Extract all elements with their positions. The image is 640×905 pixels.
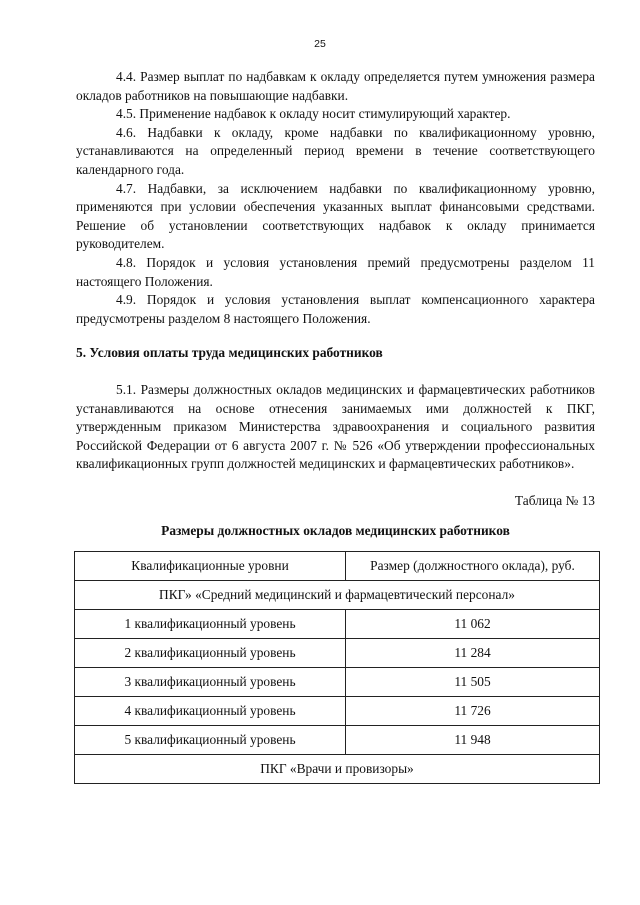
level-cell: 3 квалификационный уровень bbox=[75, 668, 346, 697]
paragraph-4-4: 4.4. Размер выплат по надбавкам к окладу определяется путем умножения размера окладов работников на повышающие надбавки. bbox=[76, 69, 595, 103]
salary-table bbox=[74, 551, 600, 784]
table-group-row bbox=[75, 581, 600, 610]
level-cell: 5 квалификационный уровень bbox=[75, 726, 346, 755]
paragraph-4-6: 4.6. Надбавки к окладу, кроме надбавки по квалификационному уровню, устанавливаются на определенный период времени в течение соответствующего календарного года. bbox=[76, 124, 595, 177]
table-row bbox=[75, 610, 600, 639]
table-title: Размеры должностных окладов медицинских работников bbox=[161, 523, 510, 539]
document-body bbox=[76, 68, 595, 784]
salary-cell: 11 062 bbox=[346, 610, 600, 639]
table-row bbox=[75, 726, 600, 755]
group-doctors: ПКГ «Врачи и провизоры» bbox=[75, 755, 600, 784]
salary-table-wrapper bbox=[76, 551, 595, 784]
salary-cell: 11 505 bbox=[346, 668, 600, 697]
paragraph-4-8: 4.8. Порядок и условия установления премий предусмотрены разделом 11 настоящего Положения. bbox=[76, 254, 595, 289]
salary-cell: 11 726 bbox=[346, 697, 600, 726]
paragraph-4-7: 4.7. Надбавки, за исключением надбавки по квалификационному уровню, применяются при условии обеспечения указанных выплат финансовыми средствами. Решение об установлении соответствующих надбавок к окладу принимается руководителем. bbox=[76, 180, 595, 252]
paragraph-4-9: 4.9. Порядок и условия установления выплат компенсационного характера предусмотрены разделом 8 настоящего Положения. bbox=[76, 292, 595, 326]
salary-cell: 11 284 bbox=[346, 639, 600, 668]
section-heading: 5. Условия оплаты труда медицинских работников bbox=[76, 345, 383, 361]
table-row bbox=[75, 697, 600, 726]
table-group-row bbox=[75, 755, 600, 784]
table-row bbox=[75, 639, 600, 668]
table-number: Таблица № 13 bbox=[514, 492, 595, 508]
level-cell: 1 квалификационный уровень bbox=[75, 610, 346, 639]
level-cell: 4 квалификационный уровень bbox=[75, 697, 346, 726]
level-cell: 2 квалификационный уровень bbox=[75, 639, 346, 668]
header-salary: Размер (должностного оклада), руб. bbox=[346, 552, 600, 581]
page-number: 25 bbox=[314, 38, 326, 50]
table-row bbox=[75, 668, 600, 697]
paragraph-4-5: 4.5. Применение надбавок к окладу носит стимулирующий характер. bbox=[116, 106, 511, 122]
table-header-row bbox=[75, 552, 600, 581]
group-nurses: ПКГ» «Средний медицинский и фармацевтический персонал» bbox=[75, 581, 600, 610]
salary-cell: 11 948 bbox=[346, 726, 600, 755]
paragraph-5-1: 5.1. Размеры должностных окладов медицинских и фармацевтических работников устанавливаются на основе отнесения занимаемых ими должностей к ПКГ, утвержденным приказом Министерства здравоохранения и социального развития Российской Федерации от 6 августа 2007 г. № 526 «Об утверждении профессиональных квалификационных групп должностей медицинских и фармацевтических работников». bbox=[76, 381, 595, 472]
header-levels: Квалификационные уровни bbox=[75, 552, 346, 581]
